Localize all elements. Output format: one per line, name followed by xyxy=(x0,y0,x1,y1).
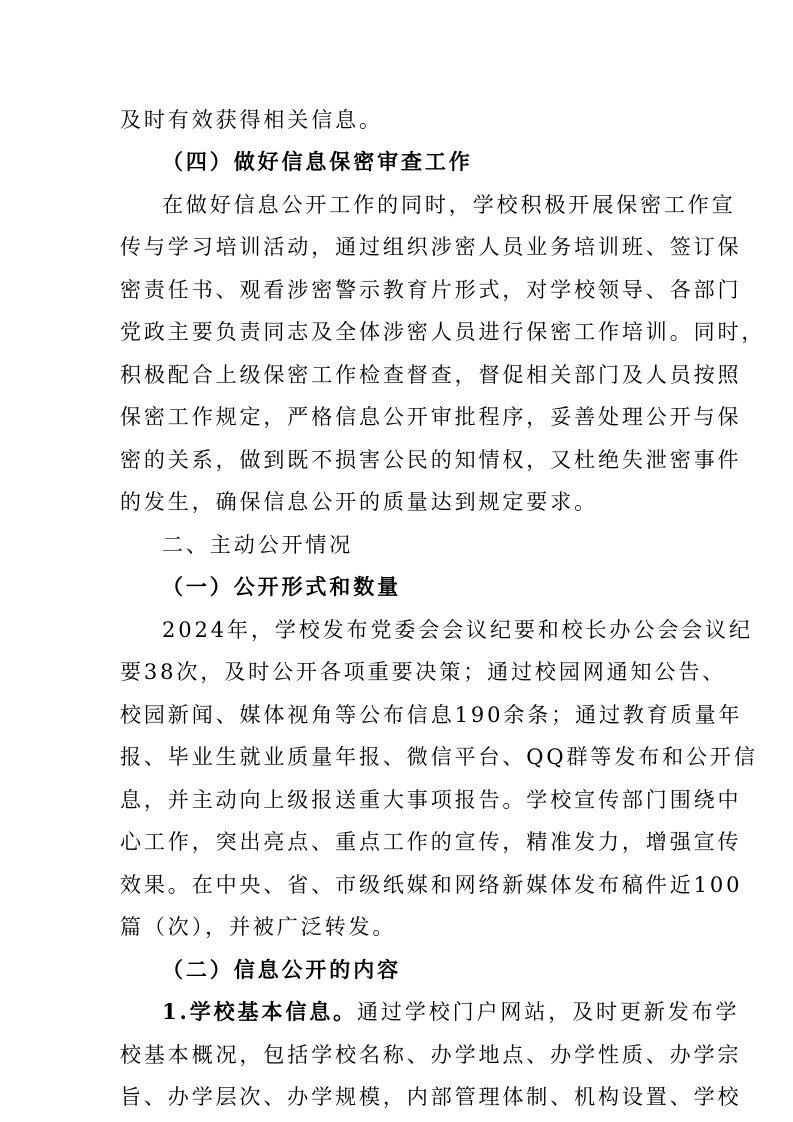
paragraph-line: 传与学习培训活动，通过组织涉密人员业务培训班、签订保 xyxy=(120,235,742,259)
paragraph-line: 报、毕业生就业质量年报、微信平台、QQ群等发布和公开信 xyxy=(120,745,758,769)
paragraph-line: 效果。在中央、省、市级纸媒和网络新媒体发布稿件近100 xyxy=(120,873,743,897)
paragraph-line xyxy=(162,998,740,1026)
section-heading-2: （二）信息公开的内容 xyxy=(162,957,401,982)
paragraph-line: 积极配合上级保密工作检查督查，督促相关部门及人员按照 xyxy=(120,363,742,387)
paragraph-line: 息，并主动向上级报送重大事项报告。学校宣传部门围绕中 xyxy=(120,788,742,812)
paragraph-continuation: 及时有效获得相关信息。 xyxy=(120,108,383,132)
paragraph-line: 密责任书、观看涉密警示教育片形式，对学校领导、各部门 xyxy=(120,278,742,302)
section-heading-1: （一）公开形式和数量 xyxy=(162,574,401,599)
paragraph-line: 要38次，及时公开各项重要决策；通过校园网通知公告、 xyxy=(120,660,727,684)
paragraph-line: 篇（次），并被广泛转发。 xyxy=(120,915,397,939)
chapter-heading-2: 二、主动公开情况 xyxy=(162,533,354,557)
paragraph-line: 的发生，确保信息公开的质量达到规定要求。 xyxy=(120,490,598,514)
paragraph-line: 校园新闻、媒体视角等公布信息190余条；通过教育质量年 xyxy=(120,703,743,727)
item-text: 通过学校门户网站，及时更新发布学 xyxy=(357,1000,740,1024)
paragraph-line: 校基本概况，包括学校名称、办学地点、办学性质、办学宗 xyxy=(120,1043,742,1067)
paragraph-line: 密的关系，做到既不损害公民的知情权，又杜绝失泄密事件 xyxy=(120,448,742,472)
paragraph-line: 心工作，突出亮点、重点工作的宣传，精准发力，增强宣传 xyxy=(120,830,742,854)
paragraph-line: 党政主要负责同志及全体涉密人员进行保密工作培训。同时， xyxy=(120,320,766,344)
paragraph-line: 旨、办学层次、办学规模，内部管理体制、机构设置、学校 xyxy=(120,1085,742,1109)
paragraph-line: 2024年，学校发布党委会会议纪要和校长办公会会议纪 xyxy=(162,618,753,642)
paragraph-line: 在做好信息公开工作的同时，学校积极开展保密工作宣 xyxy=(162,193,736,217)
section-heading-4: （四）做好信息保密审查工作 xyxy=(162,149,473,174)
item-heading: 1.学校基本信息。 xyxy=(162,999,358,1024)
paragraph-line: 保密工作规定，严格信息公开审批程序，妥善处理公开与保 xyxy=(120,405,742,429)
